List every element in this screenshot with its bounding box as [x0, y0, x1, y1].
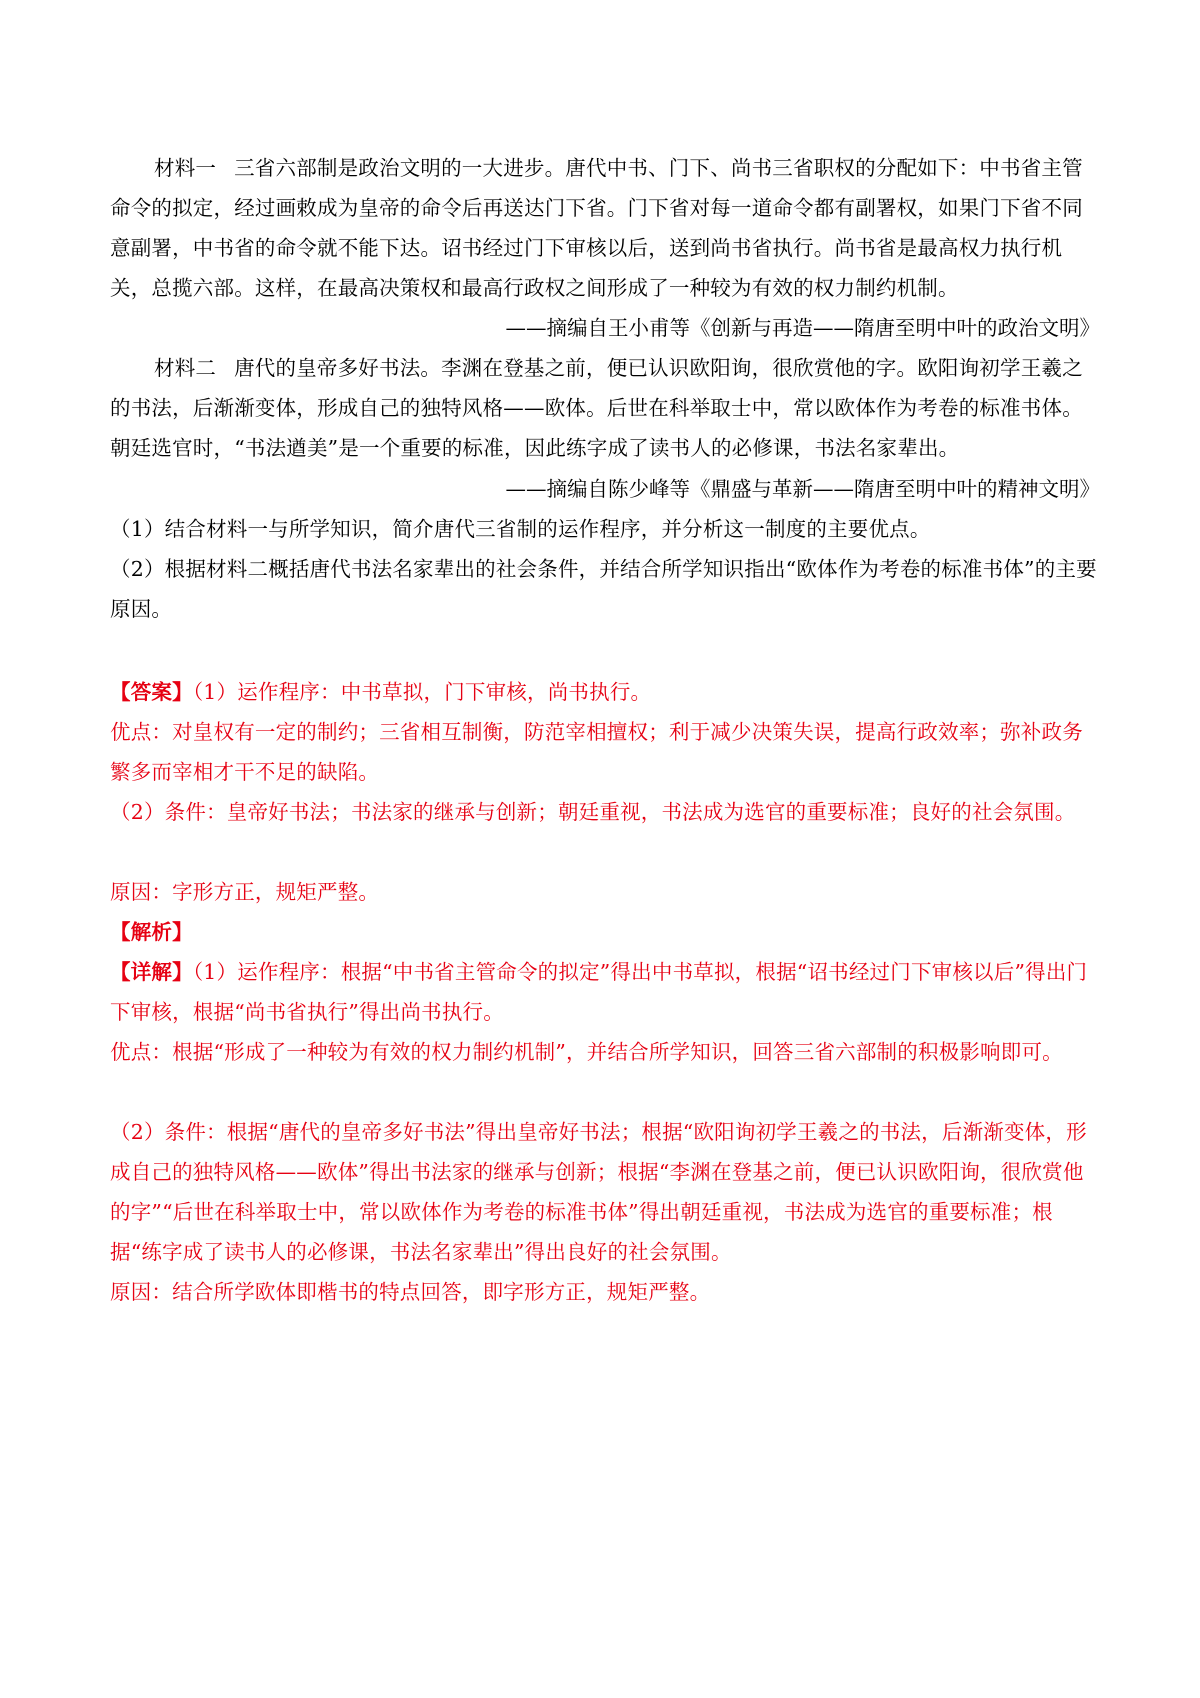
material-one-label: 材料一 — [154, 156, 217, 180]
material-one-source: ——摘编自王小甫等《创新与再造——隋唐至明中叶的政治文明》 — [505, 316, 1100, 340]
material-two-paragraph — [110, 348, 1100, 468]
analysis-label: 【解析】 — [110, 920, 193, 944]
material-two-source: ——摘编自陈少峰等《鼎盛与革新——隋唐至明中叶的精神文明》 — [505, 477, 1100, 501]
answer-one-text: （1）运作程序：中书草拟，门下审核，尚书执行。 — [192, 680, 652, 704]
detail-reason: 原因：结合所学欧体即楷书的特点回答，即字形方正，规矩严整。 — [110, 1280, 711, 1304]
detail-part-one — [110, 952, 1100, 1032]
detail-label: 【详解】 — [110, 960, 193, 984]
answer-reason: 原因：字形方正，规矩严整。 — [110, 880, 380, 904]
material-one-paragraph — [110, 148, 1100, 308]
material-two-text: 唐代的皇帝多好书法。李渊在登基之前，便已认识欧阳询，很欣赏他的字。欧阳询初学王羲之的书法，后渐渐变体，形成自己的独特风格——欧体。后世在科举取士中，常以欧体作为考卷的标准书体。朝廷选官时，“书法遒美”是一个重要的标准，因此练字成了读书人的必修课，书法名家辈出。 — [110, 356, 1083, 460]
detail-one-text: （1）运作程序：根据“中书省主管命令的拟定”得出中书草拟，根据“诏书经过门下审核以后”得出门下审核，根据“尚书省执行”得出尚书执行。 — [110, 960, 1088, 1024]
detail-merit: 优点：根据“形成了一种较为有效的权力制约机制”，并结合所学知识，回答三省六部制的积极影响即可。 — [110, 1040, 1063, 1064]
material-two-label: 材料二 — [154, 356, 217, 380]
detail-condition: （2）条件：根据“唐代的皇帝多好书法”得出皇帝好书法；根据“欧阳询初学王羲之的书法，后渐渐变体，形成自己的独特风格——欧体”得出书法家的继承与创新；根据“李渊在登基之前，便已认识欧阳询，很欣赏他的字”“后世在科举取士中，常以欧体作为考卷的标准书体”得出朝廷重视，书法成为选官的重要标准；根据“练字成了读书人的必修课，书法名家辈出”得出良好的社会氛围。 — [110, 1120, 1087, 1264]
question-one: （1）结合材料一与所学知识，简介唐代三省制的运作程序，并分析这一制度的主要优点。 — [110, 517, 931, 541]
question-two: （2）根据材料二概括唐代书法名家辈出的社会条件，并结合所学知识指出“欧体作为考卷的标准书体”的主要原因。 — [110, 557, 1097, 621]
material-one-text: 三省六部制是政治文明的一大进步。唐代中书、门下、尚书三省职权的分配如下：中书省主管命令的拟定，经过画敕成为皇帝的命令后再送达门下省。门下省对每一道命令都有副署权，如果门下省不同意副署，中书省的命令就不能下达。诏书经过门下审核以后，送到尚书省执行。尚书省是最高权力执行机关，总揽六部。这样，在最高决策权和最高行政权之间形成了一种较为有效的权力制约机制。 — [110, 156, 1083, 300]
answer-part-one — [110, 672, 1100, 712]
answer-merit: 优点：对皇权有一定的制约；三省相互制衡，防范宰相擅权；利于减少决策失误，提高行政效率；弥补政务繁多而宰相才干不足的缺陷。 — [110, 720, 1083, 784]
answer-label: 【答案】 — [110, 680, 193, 704]
answer-condition: （2）条件：皇帝好书法；书法家的继承与创新；朝廷重视，书法成为选官的重要标准；良好的社会氛围。 — [110, 800, 1076, 824]
